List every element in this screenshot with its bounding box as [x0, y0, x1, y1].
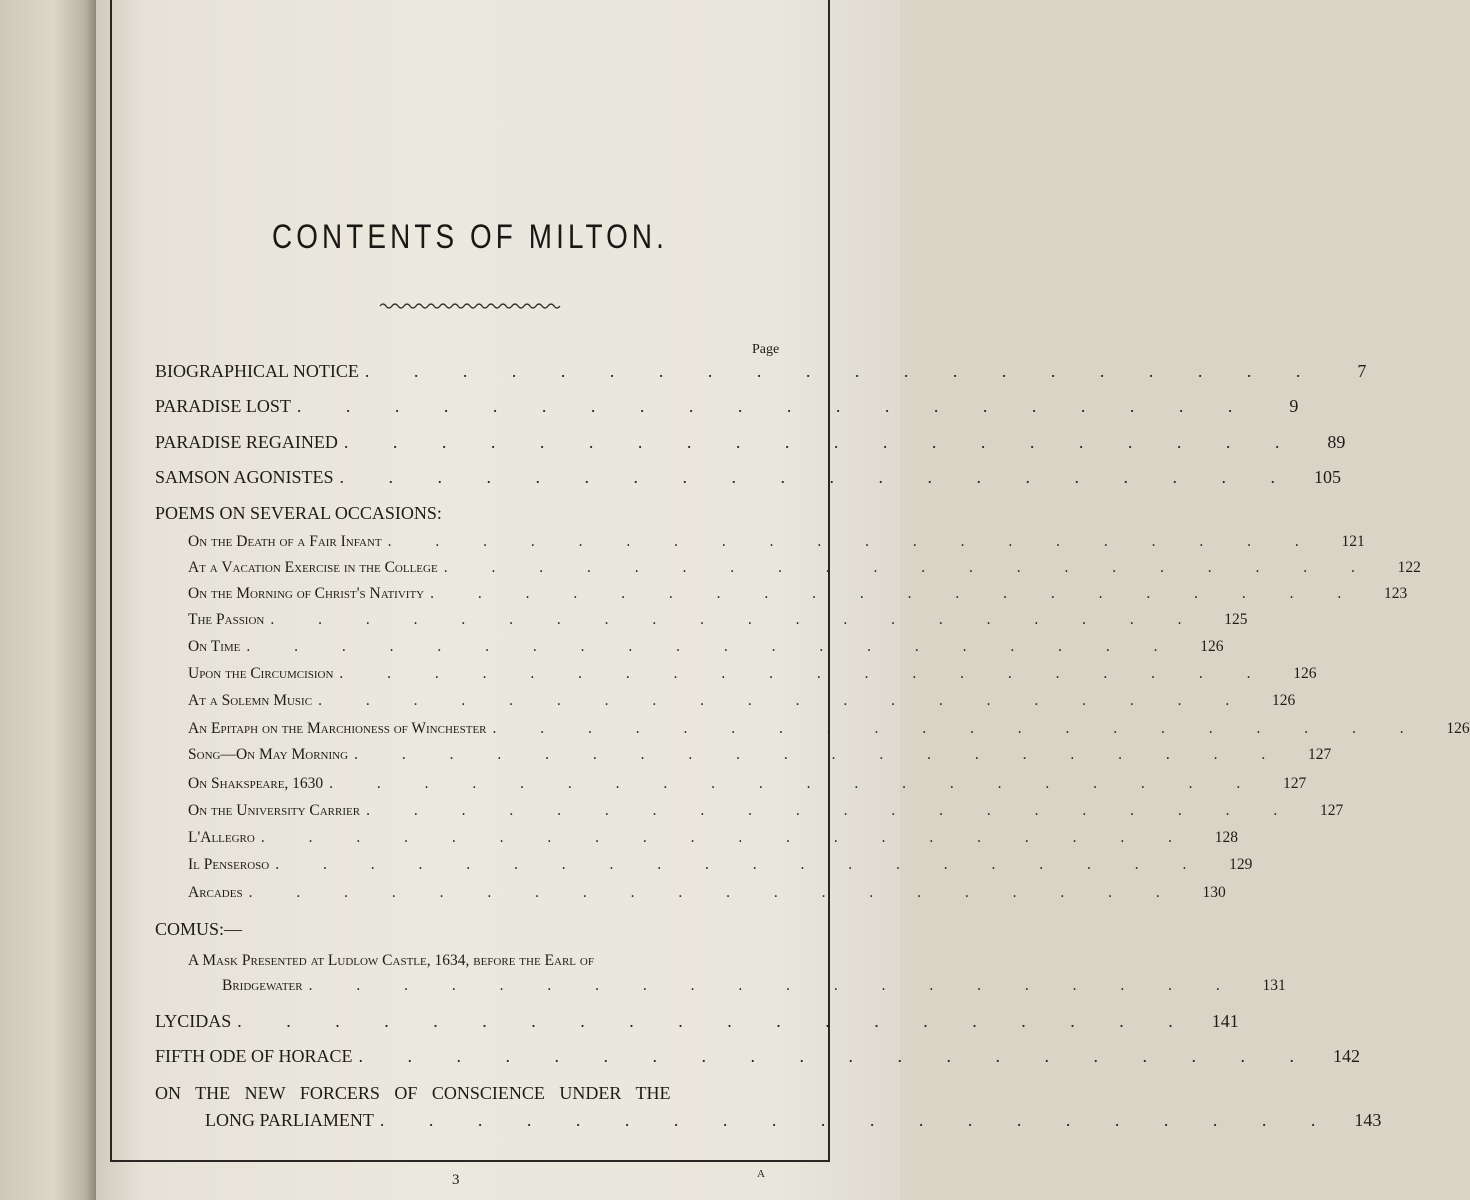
entry-page: 125 [1224, 611, 1248, 628]
dot-leader: . . . . . . . . . . . . . . . . . . . . [275, 856, 1207, 873]
entry-title: On the Death of a Fair Infant [188, 533, 382, 550]
toc-subentry [188, 692, 1296, 710]
entry-title: FIFTH ODE OF HORACE [155, 1046, 353, 1066]
toc-subentry [188, 638, 1224, 656]
entry-page: 126 [1271, 692, 1296, 709]
entry-page: 127 [1307, 746, 1332, 763]
comus-subtitle-line1: A Mask Presented at Ludlow Castle, 1634, before the Earl of [188, 952, 594, 969]
signature-mark: A [757, 1168, 765, 1180]
dot-leader: . . . . . . . . . . . . . . . . . . . . [260, 829, 1192, 846]
entry-page: 127 [1319, 802, 1344, 819]
entry-title: At a Vacation Exercise in the College [188, 559, 438, 576]
dot-leader: . . . . . . . . . . . . . . . . . . . . [358, 1046, 1315, 1066]
entry-title: At a Solemn Music [188, 692, 313, 709]
entry-title: PARADISE LOST [155, 396, 291, 416]
toc-subentry [188, 533, 1365, 551]
entry-title: L'Allegro [188, 829, 255, 846]
dot-leader: . . . . . . . . . . . . . . . . . . . . [492, 720, 1424, 737]
toc-subentry [188, 559, 1421, 577]
entry-title: PARADISE REGAINED [155, 432, 338, 452]
entry-title: BIOGRAPHICAL NOTICE [155, 361, 359, 381]
dot-leader: . . . . . . . . . . . . . . . . . . . . [366, 802, 1298, 819]
entry-title: On the Morning of Christ's Nativity [188, 585, 425, 602]
toc-subentry [188, 856, 1253, 874]
toc-subentry [188, 775, 1307, 793]
entry-page: 141 [1211, 1011, 1239, 1031]
entry-title: On Time [188, 638, 241, 655]
entry-title: On Shakspeare, 1630 [188, 775, 324, 792]
entry-title: Song—On May Morning [188, 746, 349, 763]
toc-subentry [188, 665, 1317, 683]
toc-entry [155, 432, 1346, 453]
section-heading-poems: POEMS ON SEVERAL OCCASIONS: [155, 503, 442, 523]
section-heading-comus: COMUS:— [155, 919, 243, 939]
toc-subentry [188, 720, 1470, 738]
toc-subentry [222, 977, 1286, 995]
entry-title: Il Penseroso [188, 856, 270, 873]
entry-title: The Passion [188, 611, 265, 628]
dot-leader: . . . . . . . . . . . . . . . . . . . . [364, 361, 1321, 381]
entry-title-line1: ON THE NEW FORCERS OF CONSCIENCE UNDER THE [155, 1083, 671, 1103]
entry-title: SAMSON AGONISTES [155, 467, 334, 487]
entry-page: 128 [1214, 829, 1238, 846]
toc-subentry [188, 746, 1332, 764]
entry-page: 127 [1283, 775, 1307, 792]
toc-entry [155, 361, 1367, 382]
toc-subentry [188, 611, 1248, 629]
entry-page: 121 [1341, 533, 1365, 550]
dot-leader: . . . . . . . . . . . . . . . . . . . . [443, 559, 1375, 576]
toc-entry [205, 1110, 1382, 1131]
dot-leader: . . . . . . . . . . . . . . . . . . . . [329, 775, 1261, 792]
dot-leader: . . . . . . . . . . . . . . . . . . . . [430, 585, 1362, 602]
entry-page: 129 [1229, 856, 1253, 873]
entry-page: 122 [1397, 559, 1421, 576]
dot-leader: . . . . . . . . . . . . . . . . . . . . [248, 884, 1180, 901]
dot-leader: . . . . . . . . . . . . . . . . . . . . [296, 396, 1253, 416]
toc-entry [155, 396, 1299, 417]
page-title: CONTENTS OF MILTON. [272, 218, 668, 256]
toc-subentry [188, 829, 1238, 847]
entry-title: An Epitaph on the Marchioness of Winchester [188, 720, 487, 737]
entry-title: LONG PARLIAMENT [205, 1110, 374, 1130]
entry-page: 126 [1200, 638, 1224, 655]
entry-page: 131 [1262, 977, 1286, 994]
entry-title: Upon the Circumcision [188, 665, 334, 682]
dot-leader: . . . . . . . . . . . . . . . . . . . . [339, 665, 1271, 682]
folio-number: 3 [452, 1172, 460, 1188]
dot-leader: . . . . . . . . . . . . . . . . . . . . [339, 467, 1296, 487]
toc-entry [155, 1046, 1361, 1067]
toc-subentry [188, 802, 1344, 820]
dot-leader: . . . . . . . . . . . . . . . . . . . . [246, 638, 1178, 655]
entry-page: 9 [1289, 396, 1299, 416]
dot-leader: . . . . . . . . . . . . . . . . . . . . [308, 977, 1240, 994]
entry-title: LYCIDAS [155, 1011, 232, 1031]
entry-page: 89 [1327, 432, 1346, 452]
dot-leader: . . . . . . . . . . . . . . . . . . . . [270, 611, 1202, 628]
page-column-header: Page [752, 342, 780, 357]
dot-leader: . . . . . . . . . . . . . . . . . . . . [343, 432, 1300, 452]
entry-page: 142 [1333, 1046, 1361, 1066]
entry-page: 126 [1293, 665, 1317, 682]
dot-leader: . . . . . . . . . . . . . . . . . . . . [387, 533, 1319, 550]
entry-page: 130 [1202, 884, 1226, 901]
entry-title: Arcades [188, 884, 243, 901]
toc-entry [155, 1011, 1239, 1032]
entry-page: 126 [1446, 720, 1470, 737]
dot-leader: . . . . . . . . . . . . . . . . . . . . [318, 692, 1250, 709]
toc-entry [155, 467, 1342, 488]
dot-leader: . . . . . . . . . . . . . . . . . . . . [379, 1110, 1336, 1130]
dot-leader: . . . . . . . . . . . . . . . . . . . . [237, 1011, 1193, 1031]
entry-page: 143 [1354, 1110, 1382, 1130]
entry-page: 123 [1384, 585, 1408, 602]
entry-title: Bridgewater [222, 977, 303, 994]
entry-page: 7 [1357, 361, 1367, 381]
entry-page: 105 [1314, 467, 1342, 487]
toc-subentry [188, 585, 1408, 603]
toc-subentry [188, 884, 1226, 902]
entry-title: On the University Carrier [188, 802, 361, 819]
dot-leader: . . . . . . . . . . . . . . . . . . . . [354, 746, 1286, 763]
